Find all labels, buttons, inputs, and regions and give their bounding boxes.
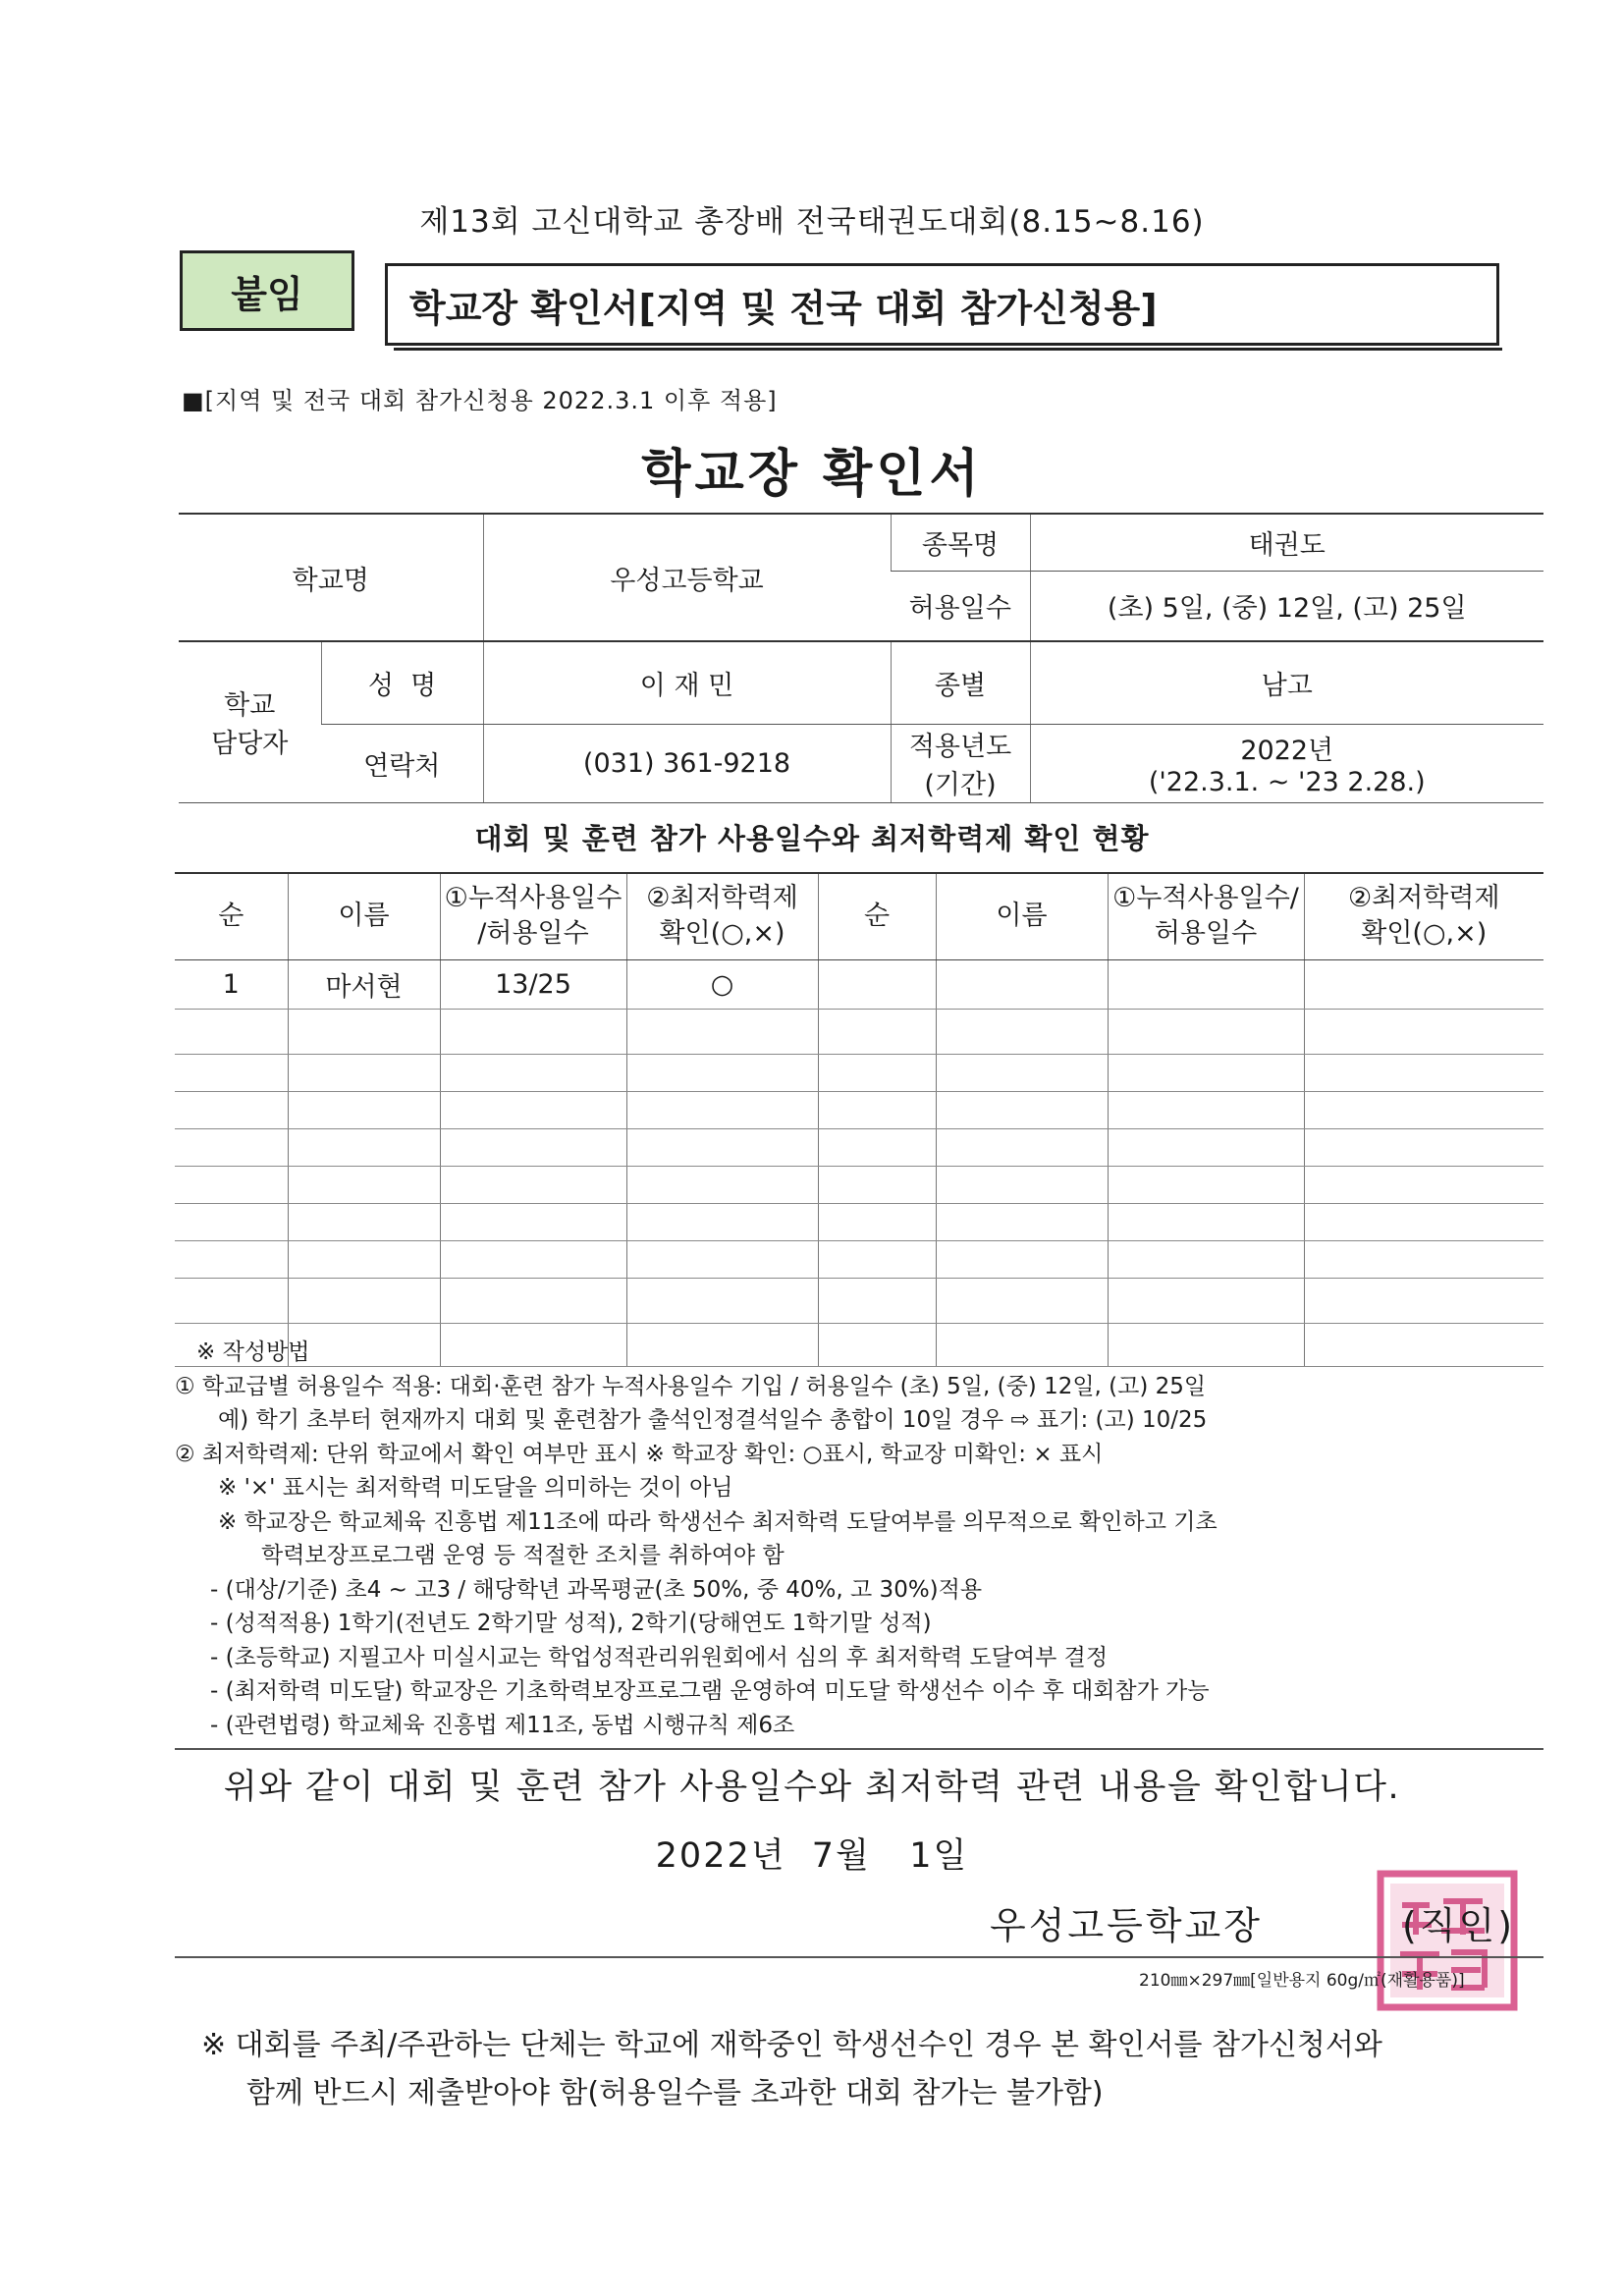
empty-cell <box>1304 1009 1543 1054</box>
instruction-line: ① 학교급별 허용일수 적용: 대회·훈련 참가 누적사용일수 기입 / 허용일수 (초) 5일, (중) 12일, (고) 25일 <box>175 1373 1207 1399</box>
submission-note-line2: 함께 반드시 제출받아야 함(허용일수를 초과한 대회 참가는 불가함) <box>246 2076 1104 2110</box>
empty-cell <box>626 1091 818 1128</box>
empty-cell <box>936 1091 1108 1128</box>
section-heading: 대회 및 훈련 참가 사용일수와 최저학력제 확인 현황 <box>474 822 1150 855</box>
empty-cell <box>440 1091 626 1128</box>
empty-cell <box>288 1240 440 1278</box>
submission-note <box>201 2021 1556 2117</box>
used-days-line1: ①누적사용일수 <box>444 882 623 913</box>
column-header-min-grade-2 <box>1304 873 1543 959</box>
empty-cell <box>1108 1240 1304 1278</box>
instructions-title: ※ 작성방법 <box>196 1339 310 1365</box>
empty-cell <box>818 1128 936 1166</box>
min-grade-line2: 확인(○,×) <box>659 918 785 950</box>
empty-cell <box>626 1240 818 1278</box>
empty-cell <box>175 1128 288 1166</box>
contact-name-label: 성 명 <box>321 641 483 724</box>
table-row <box>175 1128 1543 1166</box>
instruction-line: ② 최저학력제: 단위 학교에서 확인 여부만 표시 ※ 학교장 확인: ○표시, 학교장 미확인: × 표시 <box>175 1441 1104 1467</box>
divider-top <box>175 1748 1543 1750</box>
empty-cell <box>1304 1240 1543 1278</box>
empty-cell <box>818 1054 936 1091</box>
school-name-value: 우성고등학교 <box>483 514 891 641</box>
year-value <box>1030 724 1543 802</box>
empty-cell <box>1304 1128 1543 1166</box>
confirmation-statement: 위와 같이 대회 및 훈련 참가 사용일수와 최저학력 관련 내용을 확인합니다. <box>223 1768 1401 1807</box>
empty-cell <box>818 1009 936 1054</box>
instructions <box>175 1336 1549 1742</box>
empty-cell <box>175 1203 288 1240</box>
paper-spec: 210㎜×297㎜[일반용지 60g/㎡(재활용품)] <box>1139 1971 1465 1991</box>
empty-cell <box>1304 1203 1543 1240</box>
empty-cell <box>288 1091 440 1128</box>
empty-cell <box>818 1240 936 1278</box>
empty-cell <box>175 1054 288 1091</box>
contact-label-line2: 담당자 <box>211 729 289 760</box>
table-row <box>175 1240 1543 1278</box>
empty-cell <box>440 1278 626 1323</box>
instruction-line: ※ '×' 표시는 최저학력 미도달을 의미하는 것이 아님 <box>218 1475 733 1501</box>
empty-cell <box>626 1054 818 1091</box>
school-info-table <box>179 513 1543 803</box>
table-row <box>175 1091 1543 1128</box>
empty-cell <box>175 1091 288 1128</box>
phone-label: 연락처 <box>321 724 483 802</box>
column-header-no-2: 순 <box>818 873 936 959</box>
cell-name: 마서현 <box>288 959 440 1009</box>
empty-cell <box>440 1128 626 1166</box>
empty-cell <box>440 1203 626 1240</box>
empty-cell <box>626 1009 818 1054</box>
instruction-line: - (최저학력 미도달) 학교장은 기초학력보장프로그램 운영하여 미도달 학생선수 이수 후 대회참가 가능 <box>210 1678 1210 1704</box>
empty-cell <box>818 1091 936 1128</box>
instruction-line: - (성적적용) 1학기(전년도 2학기말 성적), 2학기(당해연도 1학기말 성적) <box>210 1611 932 1636</box>
table-row <box>175 1203 1543 1240</box>
sport-label: 종목명 <box>891 514 1030 571</box>
instruction-line: - (대상/기준) 초4 ~ 고3 / 해당학년 과목평균(초 50%, 중 40%, 고 30%)적용 <box>210 1576 983 1603</box>
empty-cell <box>818 959 936 1009</box>
cell-no: 1 <box>175 959 288 1009</box>
empty-cell <box>818 1166 936 1203</box>
participation-records-table <box>175 872 1543 1367</box>
empty-cell <box>288 1009 440 1054</box>
year-value-line2: ('22.3.1. ~ '23 2.28.) <box>1148 767 1426 797</box>
empty-cell <box>1108 1278 1304 1323</box>
event-title: 제13회 고신대학교 총장배 전국태권도대회(8.15~8.16) <box>419 204 1205 240</box>
column-header-min-grade <box>626 873 818 959</box>
year-label-line2: (기간) <box>924 770 997 800</box>
empty-cell <box>288 1054 440 1091</box>
sport-value: 태권도 <box>1030 514 1543 571</box>
empty-cell <box>288 1278 440 1323</box>
year-label <box>891 724 1030 802</box>
empty-cell <box>626 1278 818 1323</box>
empty-cell <box>626 1203 818 1240</box>
allowed-days-value: (초) 5일, (중) 12일, (고) 25일 <box>1030 571 1543 641</box>
table-row <box>175 1278 1543 1323</box>
seal-label: (직인) <box>1402 1904 1516 1947</box>
empty-cell <box>175 1009 288 1054</box>
empty-cell <box>936 1128 1108 1166</box>
empty-cell <box>936 1240 1108 1278</box>
empty-cell <box>1108 1128 1304 1166</box>
empty-cell <box>626 1128 818 1166</box>
empty-cell <box>1108 1091 1304 1128</box>
type-label: 종별 <box>891 641 1030 724</box>
empty-cell <box>1108 1203 1304 1240</box>
empty-cell <box>626 1166 818 1203</box>
year-value-line1: 2022년 <box>1240 736 1334 766</box>
empty-cell <box>1108 1166 1304 1203</box>
min-grade-line1: ②최저학력제 <box>646 882 798 913</box>
empty-cell <box>175 1278 288 1323</box>
instruction-line: 학력보장프로그램 운영 등 적절한 조치를 취하여야 함 <box>261 1543 785 1568</box>
empty-cell <box>440 1166 626 1203</box>
form-title: 학교장 확인서 <box>641 445 983 504</box>
empty-cell <box>1108 959 1304 1009</box>
used-days-2-line1: ①누적사용일수/ <box>1112 882 1299 913</box>
empty-cell <box>1304 959 1543 1009</box>
cell-check: ○ <box>626 959 818 1009</box>
column-header-name-2: 이름 <box>936 873 1108 959</box>
type-value: 남고 <box>1030 641 1543 724</box>
table-row <box>175 1054 1543 1091</box>
cell-used: 13/25 <box>440 959 626 1009</box>
empty-cell <box>288 1166 440 1203</box>
contact-label-line1: 학교 <box>224 690 276 722</box>
empty-cell <box>936 959 1108 1009</box>
column-header-used-days-2 <box>1108 873 1304 959</box>
phone-value: (031) 361-9218 <box>483 724 891 802</box>
confirmation-date: 2022년 7월 1일 <box>655 1836 969 1876</box>
empty-cell <box>1108 1054 1304 1091</box>
empty-cell <box>440 1009 626 1054</box>
empty-cell <box>1304 1091 1543 1128</box>
used-days-line2: /허용일수 <box>477 918 589 950</box>
table-row <box>175 1166 1543 1203</box>
principal-name: 우성고등학교장 <box>990 1904 1263 1947</box>
empty-cell <box>936 1009 1108 1054</box>
attachment-badge: 붙임 <box>180 250 354 331</box>
contact-person-label <box>179 641 321 802</box>
instruction-line: - (관련법령) 학교체육 진흥법 제11조, 동법 시행규칙 제6조 <box>210 1712 795 1738</box>
school-name-label: 학교명 <box>179 514 483 641</box>
year-label-line1: 적용년도 <box>908 732 1012 762</box>
document-header: 학교장 확인서[지역 및 전국 대회 참가신청용] <box>385 263 1499 346</box>
empty-cell <box>288 1128 440 1166</box>
contact-name-value: 이 재 민 <box>483 641 891 724</box>
empty-cell <box>818 1278 936 1323</box>
applicability-note: ■[지역 및 전국 대회 참가신청용 2022.3.1 이후 적용] <box>182 387 778 414</box>
used-days-2-line2: 허용일수 <box>1154 918 1258 950</box>
column-header-name: 이름 <box>288 873 440 959</box>
empty-cell <box>936 1166 1108 1203</box>
empty-cell <box>175 1166 288 1203</box>
divider-bottom <box>175 1956 1543 1958</box>
empty-cell <box>175 1240 288 1278</box>
allowed-days-label: 허용일수 <box>891 571 1030 641</box>
instruction-line: ※ 학교장은 학교체육 진흥법 제11조에 따라 학생선수 최저학력 도달여부를 의무적으로 확인하고 기초 <box>218 1508 1218 1535</box>
instruction-line: - (초등학교) 지필고사 미실시교는 학업성적관리위원회에서 심의 후 최저학력 도달여부 결정 <box>210 1644 1109 1670</box>
min-grade-2-line2: 확인(○,×) <box>1361 918 1488 950</box>
empty-cell <box>440 1240 626 1278</box>
empty-cell <box>1304 1054 1543 1091</box>
table-row <box>175 1009 1543 1054</box>
submission-note-line1: ※ 대회를 주최/주관하는 단체는 학교에 재학중인 학생선수인 경우 본 확인서를 참가신청서와 <box>201 2028 1382 2062</box>
empty-cell <box>1304 1278 1543 1323</box>
empty-cell <box>936 1054 1108 1091</box>
min-grade-2-line1: ②최저학력제 <box>1347 882 1500 913</box>
table-row <box>175 959 1543 1009</box>
empty-cell <box>936 1203 1108 1240</box>
instruction-line: 예) 학기 초부터 현재까지 대회 및 훈련참가 출석인정결석일수 총합이 10일 경우 ⇨ 표기: (고) 10/25 <box>218 1407 1208 1433</box>
empty-cell <box>440 1054 626 1091</box>
empty-cell <box>288 1203 440 1240</box>
column-header-no: 순 <box>175 873 288 959</box>
empty-cell <box>818 1203 936 1240</box>
empty-cell <box>1304 1166 1543 1203</box>
empty-cell <box>936 1278 1108 1323</box>
column-header-used-days <box>440 873 626 959</box>
empty-cell <box>1108 1009 1304 1054</box>
